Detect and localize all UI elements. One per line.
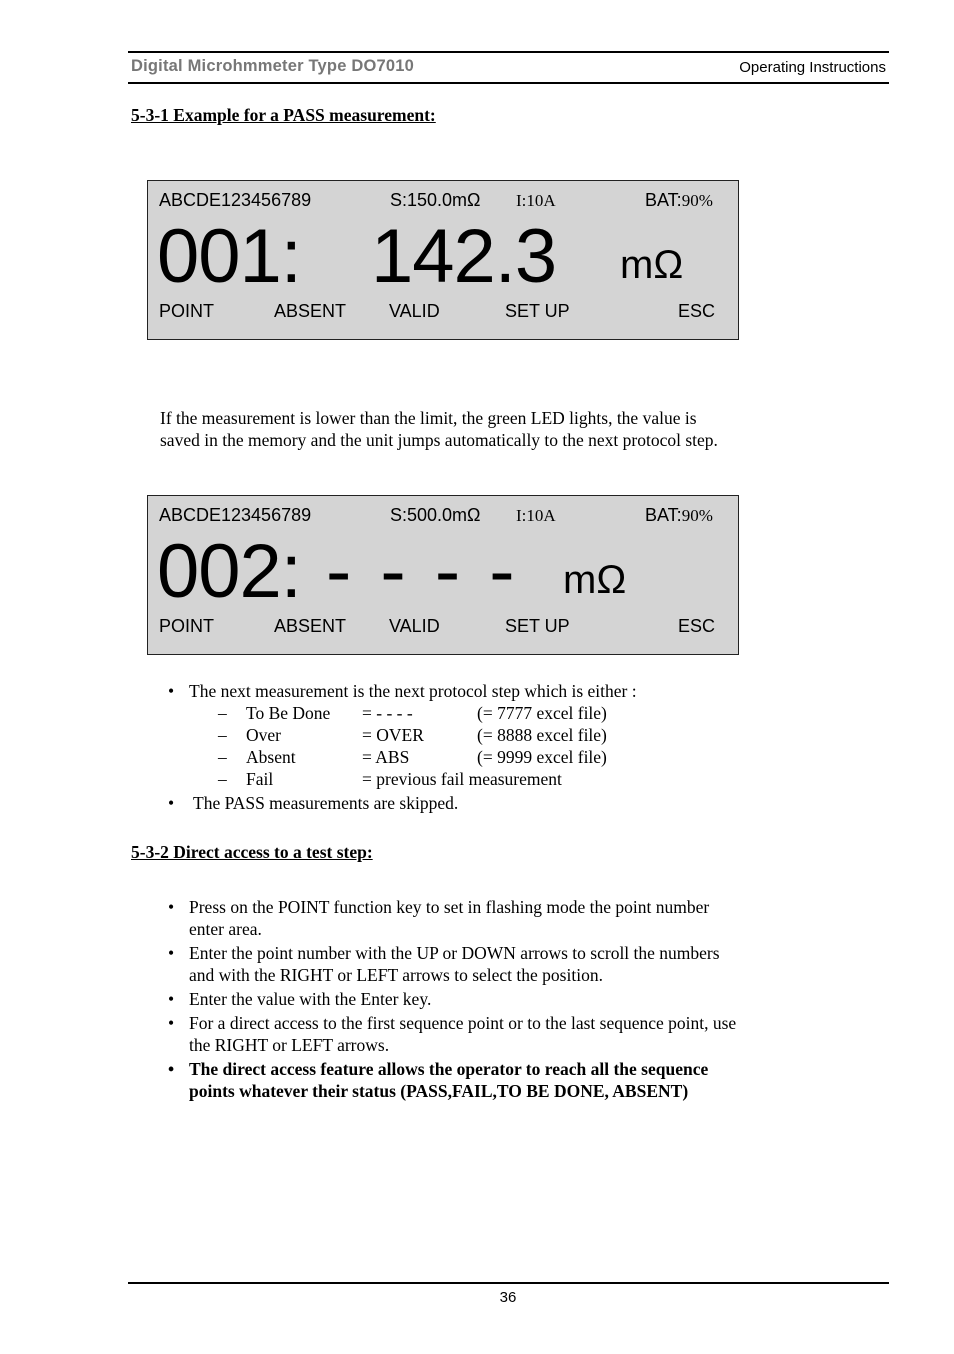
- dash-icon: –: [218, 747, 227, 767]
- list-item: [168, 942, 828, 986]
- dash-icon: –: [218, 703, 227, 723]
- lcd-setpoint: S:150.0mΩ: [390, 190, 481, 210]
- list-item: [168, 792, 808, 814]
- lcd-setpoint: S:500.0mΩ: [390, 505, 481, 525]
- text-line: For a direct access to the first sequence point or to the last sequence point, use: [189, 1013, 737, 1033]
- status-row-fail: [168, 768, 808, 790]
- lcd-measured-value: - - - -: [326, 529, 519, 614]
- status-note: (= 7777 excel file): [477, 703, 607, 723]
- dash-icon: –: [218, 769, 227, 789]
- header-bottom-rule: [128, 82, 889, 84]
- softkey-setup: SET UP: [505, 301, 570, 321]
- list-item: [168, 896, 828, 940]
- softkey-esc: ESC: [678, 301, 716, 321]
- section-title-direct-access: 5-3-2 Direct access to a test step:: [131, 842, 373, 862]
- status-code: = OVER: [362, 725, 424, 745]
- list-item: [168, 988, 828, 1010]
- bullet-icon: •: [168, 681, 175, 701]
- text-line: If the measurement is lower than the limit, the green LED lights, the value is: [160, 408, 697, 428]
- lcd-id: ABCDE123456789: [159, 505, 312, 525]
- text-line: Enter the value with the Enter key.: [189, 989, 432, 1009]
- bullet-icon: •: [168, 943, 175, 963]
- list-item-text: The PASS measurements are skipped.: [193, 793, 459, 813]
- text-line: Press on the POINT function key to set in flashing mode the point number: [189, 897, 710, 917]
- document-type: Operating Instructions: [739, 59, 886, 76]
- footer-rule: [128, 1282, 889, 1284]
- list-item: [168, 1012, 828, 1056]
- bullet-icon: •: [168, 793, 175, 813]
- softkey-absent: ABSENT: [274, 616, 347, 636]
- battery-label: BAT:: [645, 190, 682, 210]
- lcd-display-pass: [147, 180, 739, 340]
- bullet-icon: •: [168, 989, 175, 1009]
- battery-label: BAT:: [645, 505, 682, 525]
- list-item-text: The next measurement is the next protocol step which is either :: [189, 681, 637, 701]
- softkey-setup: SET UP: [505, 616, 570, 636]
- list-item: [168, 680, 808, 702]
- header-top-rule: [128, 51, 889, 53]
- bullet-icon: •: [168, 1013, 175, 1033]
- next-step-list: [168, 680, 808, 814]
- text-line: enter area.: [189, 919, 262, 939]
- lcd-point-number: 002:: [157, 529, 301, 614]
- softkey-absent: ABSENT: [274, 301, 347, 321]
- status-note: (= 8888 excel file): [477, 725, 607, 745]
- status-code: = ABS: [362, 747, 410, 767]
- text-line: the RIGHT or LEFT arrows.: [189, 1035, 390, 1055]
- status-name: Fail: [246, 769, 274, 789]
- direct-access-list: [168, 896, 828, 1102]
- status-note: (= 9999 excel file): [477, 747, 607, 767]
- page-number: 36: [499, 1289, 517, 1306]
- softkey-valid: VALID: [389, 301, 440, 321]
- lcd-battery: [645, 190, 713, 211]
- status-row-absent: [168, 746, 808, 768]
- lcd-unit: mΩ: [620, 243, 684, 287]
- section-title-pass-example: 5-3-1 Example for a PASS measurement:: [131, 105, 436, 125]
- list-item: [168, 1058, 828, 1102]
- dash-icon: –: [218, 725, 227, 745]
- softkey-valid: VALID: [389, 616, 440, 636]
- text-line: and with the RIGHT or LEFT arrows to select the position.: [189, 965, 603, 985]
- softkey-point: POINT: [159, 616, 215, 636]
- status-code: = previous fail measurement: [362, 769, 562, 789]
- lcd-current: I:10A: [516, 506, 556, 525]
- status-name: Absent: [246, 747, 296, 767]
- status-row-over: [168, 724, 808, 746]
- text-line: Enter the point number with the UP or DOWN arrows to scroll the numbers: [189, 943, 720, 963]
- pass-description: [160, 407, 718, 451]
- bullet-icon: •: [168, 1059, 175, 1079]
- text-line: saved in the memory and the unit jumps automatically to the next protocol step.: [160, 430, 718, 450]
- status-name: To Be Done: [246, 703, 331, 723]
- status-row-to-be-done: [168, 702, 808, 724]
- status-code: = - - - -: [362, 703, 413, 723]
- lcd-point-number: 001:: [157, 214, 301, 299]
- bullet-icon: •: [168, 897, 175, 917]
- status-name: Over: [246, 725, 281, 745]
- lcd-battery: [645, 505, 713, 526]
- text-line: The direct access feature allows the operator to reach all the sequence: [189, 1059, 709, 1079]
- lcd-id: ABCDE123456789: [159, 190, 312, 210]
- document-title: Digital Microhmmeter Type DO7010: [131, 57, 415, 75]
- lcd-unit: mΩ: [563, 558, 627, 602]
- lcd-display-next-step: [147, 495, 739, 655]
- lcd-measured-value: 142.3: [371, 214, 557, 299]
- battery-value: 90%: [681, 506, 713, 525]
- text-line: points whatever their status (PASS,FAIL,TO BE DONE, ABSENT): [189, 1081, 689, 1101]
- softkey-esc: ESC: [678, 616, 716, 636]
- softkey-point: POINT: [159, 301, 215, 321]
- lcd-current: I:10A: [516, 191, 556, 210]
- battery-value: 90%: [681, 191, 713, 210]
